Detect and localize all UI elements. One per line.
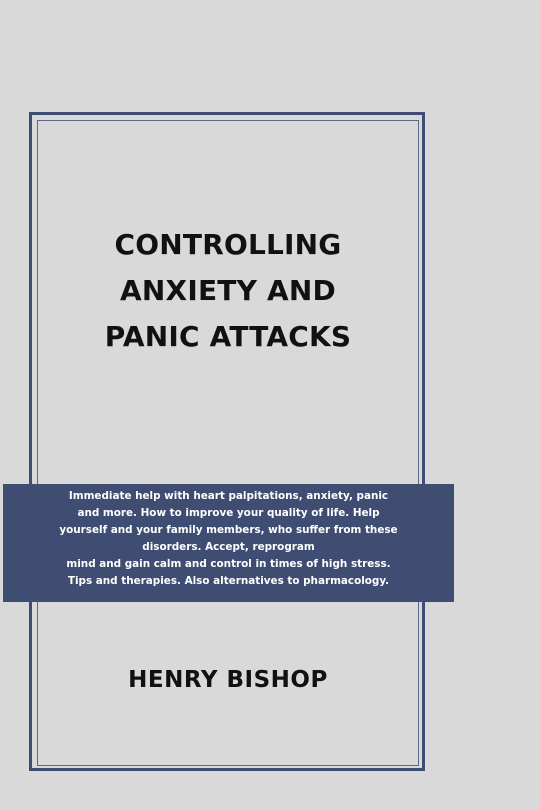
description-band — [3, 484, 454, 602]
book-description — [9, 488, 448, 590]
description-line-2: and more. How to improve your quality of life. Help — [77, 507, 380, 519]
author-name: HENRY BISHOP — [128, 667, 328, 693]
title-line-1: CONTROLLING — [114, 228, 342, 261]
description-line-3: yourself and your family members, who suffer from these — [59, 524, 398, 536]
description-line-4: disorders. Accept, reprogram — [142, 541, 315, 553]
title-line-2: ANXIETY AND — [120, 274, 336, 307]
description-line-5: mind and gain calm and control in times of high stress. — [66, 558, 391, 570]
title-line-3: PANIC ATTACKS — [104, 320, 352, 353]
description-line-1: Immediate help with heart palpitations, anxiety, panic — [68, 490, 389, 502]
description-line-6: Tips and therapies. Also alternatives to pharmacology. — [67, 575, 390, 587]
book-title — [40, 222, 416, 360]
